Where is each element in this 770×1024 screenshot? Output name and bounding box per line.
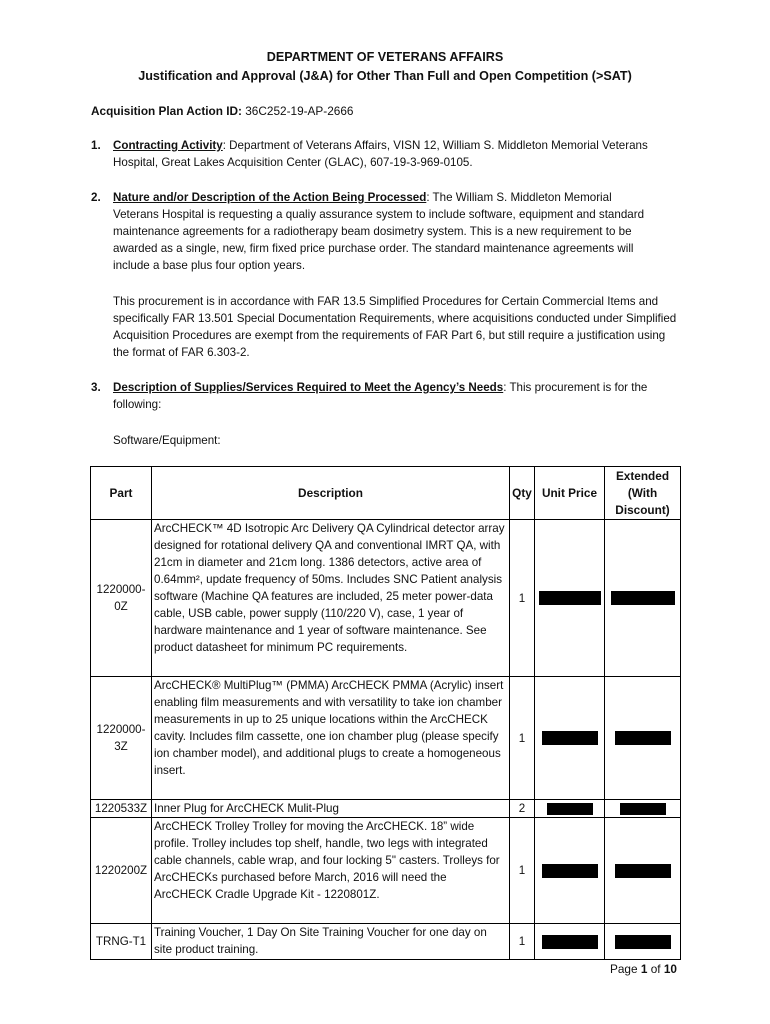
table-header-row <box>91 467 681 520</box>
part-number-line: 1220000- <box>96 723 146 736</box>
section-contracting-activity <box>91 137 651 171</box>
ja-heading: Justification and Approval (J&A) for Other Than Full and Open Competition (>SAT) <box>138 69 632 83</box>
header-part: Part <box>91 467 152 520</box>
item-description: Training Voucher, 1 Day On Site Training Voucher for one day on site product training. <box>152 924 510 960</box>
extended-price-redacted <box>605 520 681 677</box>
table-row <box>91 818 681 924</box>
table-row <box>91 924 681 960</box>
section-text: : The William S. Middleton Memorial Veterans Hospital is requesting a qualiy assurance system to include software, equipment and standard maintenance agreements for a radiotherapy beam dosimetry system. This is a new requirement to be awarded as a single, new, firm fixed price purchase order. The standard maintenance agreements will include a base plus four option years. <box>113 191 645 272</box>
table-row <box>91 800 681 818</box>
software-equipment-label: Software/Equipment: <box>113 434 221 447</box>
acquisition-plan-id <box>91 103 353 120</box>
part-number-line: 1220200Z <box>94 864 148 877</box>
unit-price-redacted <box>535 677 605 800</box>
page-number <box>610 961 677 978</box>
item-description: ArcCHECK Trolley Trolley for moving the ArcCHECK. 18” wide profile. Trolley includes top shelf, handle, two legs with integrated cable channels, cable wrap, and four locking 5" casters. Trolleys for ArcCHECKs purchased before March, 2016 will need the ArcCHECK Cradle Upgrade Kit - 1220801Z. <box>152 818 510 924</box>
part-number-line: TRNG-T1 <box>95 935 147 948</box>
unit-price-redacted <box>535 924 605 960</box>
item-description: Inner Plug for ArcCHECK Mulit-Plug <box>152 800 510 818</box>
table-row <box>91 520 681 677</box>
part-number-line: 3Z <box>114 740 128 753</box>
header-extended-line: Discount) <box>615 502 670 517</box>
section-heading: Contracting Activity <box>113 139 223 152</box>
of-word: of <box>650 962 661 976</box>
department-heading: DEPARTMENT OF VETERANS AFFAIRS <box>266 50 504 64</box>
part-number <box>91 520 152 677</box>
document-title <box>0 48 770 86</box>
item-qty: 1 <box>510 520 535 677</box>
section-text: : This procurement is for the following: <box>113 381 648 411</box>
section-text: : Department of Veterans Affairs, VISN 12, William S. Middleton Memorial Veterans Hospital, Great Lakes Acquisition Center (GLAC), 607-19-3-969-0105. <box>113 139 648 169</box>
extended-price-redacted <box>605 800 681 818</box>
part-number <box>91 818 152 924</box>
part-number-line: 0Z <box>114 600 128 613</box>
table-row <box>91 677 681 800</box>
supplies-table <box>90 466 681 960</box>
extended-price-redacted <box>605 818 681 924</box>
header-extended-line: (With <box>627 485 658 500</box>
part-number-line: 1220000- <box>96 583 146 596</box>
header-qty: Qty <box>510 467 535 520</box>
extended-price-redacted <box>605 924 681 960</box>
current-page: 1 <box>640 962 648 976</box>
item-description: ArcCHECK® MultiPlug™ (PMMA) ArcCHECK PMMA (Acrylic) insert enabling film measurements and with versatility to take ion chamber measurements in up to 25 unique locations within the ArcCHECK cavity. Includes film cassette, one ion chamber plug (please specify ion chamber model), and additional plugs to create a homogeneous insert. <box>152 677 510 800</box>
part-number <box>91 800 152 818</box>
section-number: 2. <box>91 191 101 204</box>
section-number: 1. <box>91 139 101 152</box>
extended-price-redacted <box>605 677 681 800</box>
header-unit-price: Unit Price <box>535 467 605 520</box>
item-qty: 1 <box>510 818 535 924</box>
part-number-line: 1220533Z <box>94 802 148 815</box>
unit-price-redacted <box>535 520 605 677</box>
section-supplies-services <box>91 379 681 413</box>
part-number <box>91 924 152 960</box>
acquisition-plan-label: Acquisition Plan Action ID: <box>91 104 242 118</box>
section-heading: Description of Supplies/Services Required to Meet the Agency’s Needs <box>113 381 504 394</box>
page-word: Page <box>610 962 638 976</box>
header-extended <box>605 467 681 520</box>
item-qty: 2 <box>510 800 535 818</box>
section-heading: Nature and/or Description of the Action Being Processed <box>113 191 427 204</box>
section-nature-of-action <box>91 189 651 274</box>
item-description: ArcCHECK™ 4D Isotropic Arc Delivery QA Cylindrical detector array designed for rotational delivery QA and conventional IMRT QA, with 21cm in diameter and 21cm long. 1386 detectors, active area of 0.64mm², update frequency of 50ms. Includes SNC Patient analysis software (Machine QA features are included, 25 meter power-data cable, USB cable, power supply (110/220 V), case, 1 year of hardware maintenance and 1 year of software maintenance. See product datasheet for minimum PC requirements. <box>152 520 510 677</box>
header-description: Description <box>152 467 510 520</box>
unit-price-redacted <box>535 818 605 924</box>
item-qty: 1 <box>510 677 535 800</box>
header-extended-line: Extended <box>615 468 670 483</box>
far-paragraph: This procurement is in accordance with FAR 13.5 Simplified Procedures for Certain Commercial Items and specifically FAR 13.501 Special Documentation Requirements, where acquisitions conducted under Simplified Acquisition Procedures are exempt from the requirements of FAR Part 6, but still require a justification using the format of FAR 6.303-2. <box>113 295 677 359</box>
part-number <box>91 677 152 800</box>
section-number: 3. <box>91 381 101 394</box>
acquisition-plan-value: 36C252-19-AP-2666 <box>245 104 354 118</box>
total-pages: 10 <box>663 962 677 976</box>
item-qty: 1 <box>510 924 535 960</box>
unit-price-redacted <box>535 800 605 818</box>
